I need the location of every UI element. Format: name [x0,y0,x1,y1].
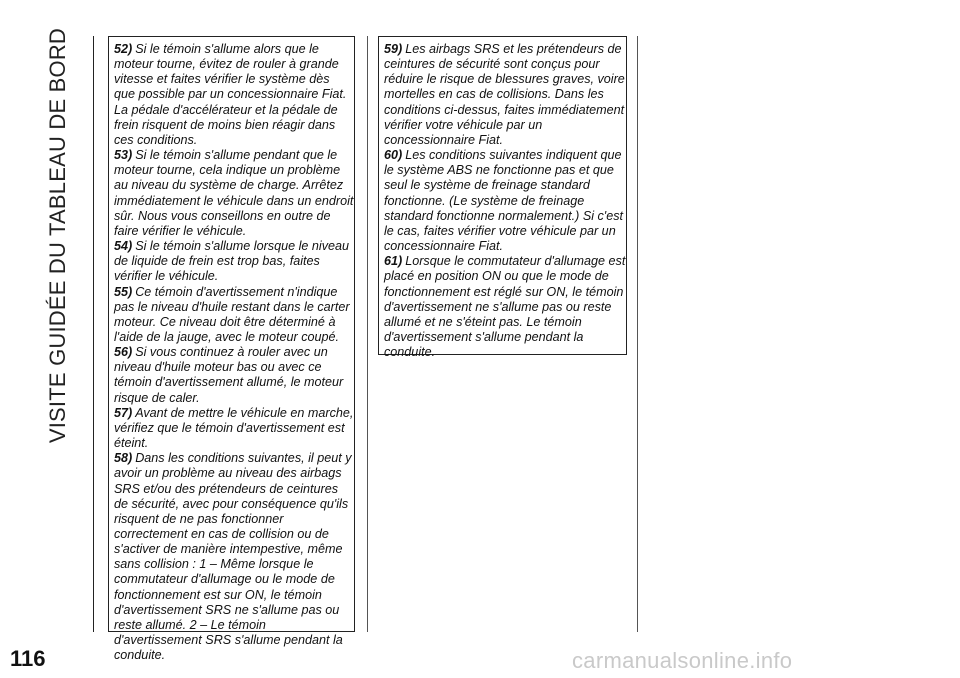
note-59 [384,42,626,148]
note-text: Si vous continuez à rouler avec un niveau d'huile moteur bas ou avec ce témoin d'avertissement allumé, le moteur risque de caler. [114,345,344,405]
chapter-divider-line [93,36,94,632]
note-number: 61) [384,254,403,269]
note-text: Les conditions suivantes indiquent que le système ABS ne fonctionne pas et que seul le système de freinage standard fonctionne. (Le système de freinage standard fonctionne normalement.) Si c'est le cas, faites vérifier votre véhicule par un concessionnaire Fiat. [384,148,624,254]
column-divider-left [367,36,368,632]
watermark: carmanualsonline.info [572,648,793,673]
note-54 [114,239,354,284]
note-text: Dans les conditions suivantes, il peut y avoir un problème au niveau des airbags SRS et/ou des prétendeurs de ceintures de sécurité, avec pour conséquence qu'ils risquent de ne pas fonctionner correctement en cas de collision ou de s'activer de manière intempestive, même sans collision : 1 – Même lorsque le commutateur d'allumage ou le mode de fonctionnement est sur ON, le témoin d'avertissement SRS ne s'allume pas ou reste allumé. 2 – Le témoin d'avertissement SRS s'allume pendant la conduite. [114,451,352,663]
chapter-title-text: VISITE GUIDÉE DU TABLEAU DE BORD [45,28,70,444]
note-text: Les airbags SRS et les prétendeurs de ceintures de sécurité sont conçus pour réduire le risque de blessures graves, voire mortelles en cas de collisions. Dans les conditions ci-dessus, faites immédiatement vérifier votre véhicule par un concessionnaire Fiat. [384,42,625,147]
note-number: 53) [114,148,133,163]
note-55 [114,285,354,346]
note-text: Si le témoin s'allume pendant que le moteur tourne, cela indique un problème au niveau du système de charge. Arrêtez immédiatement le véhicule dans un endroit sûr. Nous vous conseillons en outre de faire vérifier le véhicule. [114,148,354,238]
page-number: 116 [10,646,46,671]
note-52 [114,42,354,148]
note-text: Ce témoin d'avertissement n'indique pas le niveau d'huile restant dans le carter moteur. Ce niveau doit être déterminé à l'aide de la jauge, avec le moteur coupé. [114,284,350,344]
note-58 [114,451,354,663]
chapter-side-title [36,28,80,444]
note-number: 56) [114,345,133,360]
note-number: 57) [114,405,133,420]
note-60 [384,148,626,254]
note-number: 60) [384,148,403,163]
warning-notes-box-left [108,36,355,663]
column-divider-right [637,36,638,632]
note-text: Avant de mettre le véhicule en marche, vérifiez que le témoin d'avertissement est éteint. [114,405,354,451]
note-53 [114,148,354,239]
note-number: 55) [114,284,133,299]
note-number: 58) [114,451,133,466]
note-number: 59) [384,42,403,56]
note-number: 52) [114,42,133,56]
note-61 [384,254,626,360]
warning-notes-box-right [378,36,627,360]
note-56 [114,345,354,406]
note-number: 54) [114,239,133,254]
note-text: Si le témoin s'allume alors que le moteur tourne, évitez de rouler à grande vitesse et faites vérifier le système dès que possible par un concessionnaire Fiat. La pédale d'accélérateur et la pédale de frein risquent de moins bien réagir dans ces conditions. [114,42,347,147]
note-57 [114,406,354,451]
note-text: Lorsque le commutateur d'allumage est placé en position ON ou que le mode de fonctionnement est réglé sur ON, le témoin d'avertissement ne s'allume pas ou reste allumé et ne s'éteint pas. Le témoin d'avertissement s'allume pendant la conduite. [384,254,626,360]
note-text: Si le témoin s'allume lorsque le niveau de liquide de frein est trop bas, faites vérifier le véhicule. [114,239,350,284]
